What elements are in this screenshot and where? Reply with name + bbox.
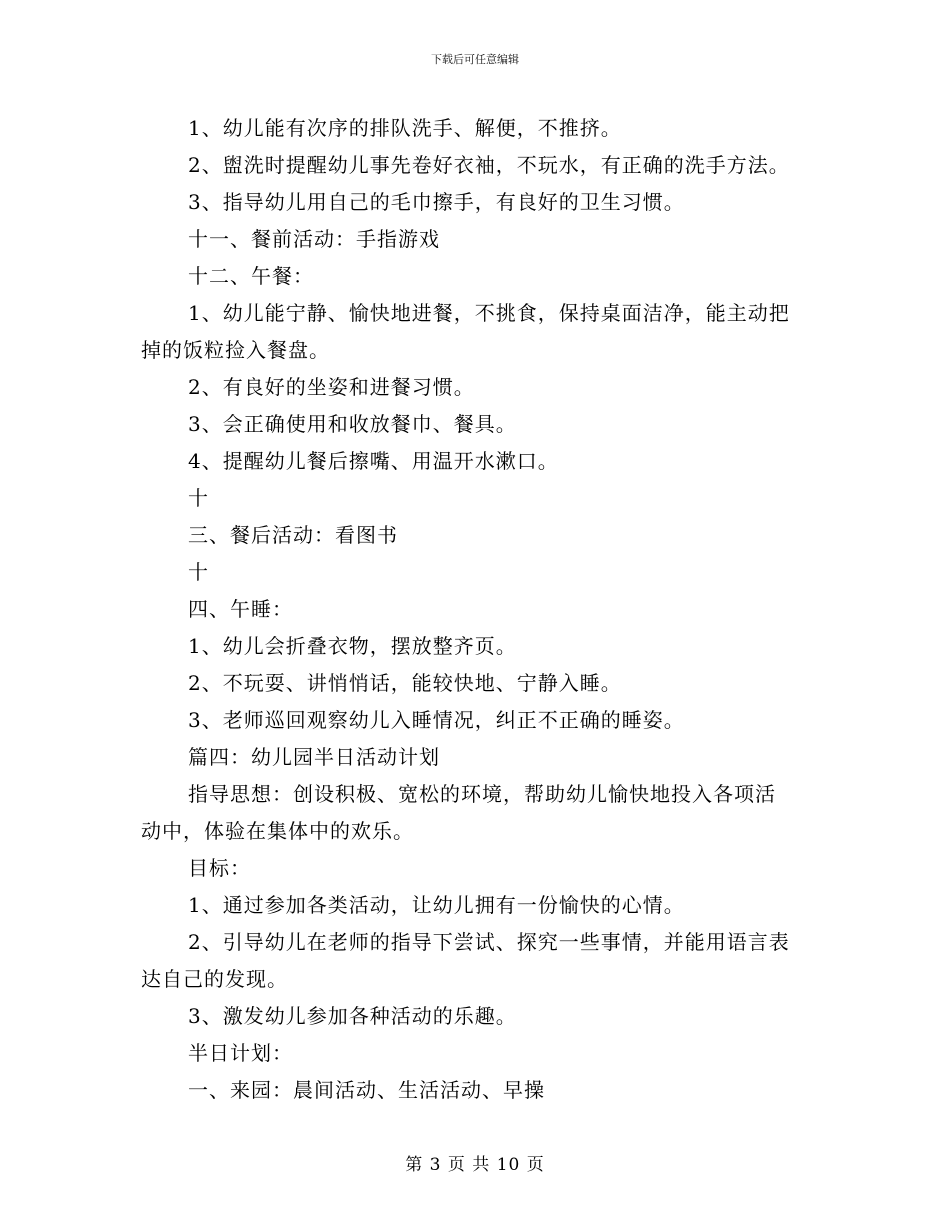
paragraph-line: 指导思想：创设积极、宽松的环境，帮助幼儿愉快地投入各项活	[188, 782, 776, 806]
paragraph-line: 十	[188, 486, 209, 510]
paragraph-line: 目标：	[188, 856, 251, 880]
paragraph-line: 2、有良好的坐姿和进餐习惯。	[188, 375, 475, 399]
paragraph-line: 3、激发幼儿参加各种活动的乐趣。	[188, 1004, 517, 1028]
paragraph-line: 四、午睡：	[188, 597, 293, 621]
paragraph-line: 3、会正确使用和收放餐巾、餐具。	[188, 412, 517, 436]
paragraph-line: 3、指导幼儿用自己的毛巾擦手，有良好的卫生习惯。	[188, 190, 685, 214]
paragraph-line: 达自己的发现。	[141, 967, 288, 991]
page-header: 下载后可任意编辑	[431, 53, 519, 66]
paragraph-line: 1、幼儿能有次序的排队洗手、解便，不推挤。	[188, 116, 622, 140]
paragraph-line: 4、提醒幼儿餐后擦嘴、用温开水漱口。	[188, 449, 559, 473]
paragraph-line: 3、老师巡回观察幼儿入睡情况，纠正不正确的睡姿。	[188, 708, 685, 732]
paragraph-line: 十二、午餐：	[188, 264, 314, 288]
paragraph-line: 动中，体验在集体中的欢乐。	[141, 819, 414, 843]
paragraph-line: 十一、餐前活动：手指游戏	[188, 227, 440, 251]
paragraph-line: 篇四：幼儿园半日活动计划	[188, 745, 440, 769]
paragraph-line: 2、引导幼儿在老师的指导下尝试、探究一些事情，并能用语言表	[188, 930, 790, 954]
paragraph-line: 三、餐后活动：看图书	[188, 523, 398, 547]
page-footer: 第 3 页 共 10 页	[405, 1155, 545, 1175]
paragraph-line: 1、通过参加各类活动，让幼儿拥有一份愉快的心情。	[188, 893, 685, 917]
paragraph-line: 十	[188, 560, 209, 584]
paragraph-line: 1、幼儿能宁静、愉快地进餐，不挑食，保持桌面洁净，能主动把	[188, 301, 790, 325]
paragraph-line: 半日计划：	[188, 1041, 293, 1065]
document-body	[141, 110, 811, 1109]
paragraph-line: 1、幼儿会折叠衣物，摆放整齐页。	[188, 634, 517, 658]
paragraph-line: 一、来园：晨间活动、生活活动、早操	[188, 1078, 545, 1102]
paragraph-line: 掉的饭粒捡入餐盘。	[141, 338, 330, 362]
paragraph-line: 2、盥洗时提醒幼儿事先卷好衣袖，不玩水，有正确的洗手方法。	[188, 153, 790, 177]
paragraph-line: 2、不玩耍、讲悄悄话，能较快地、宁静入睡。	[188, 671, 622, 695]
